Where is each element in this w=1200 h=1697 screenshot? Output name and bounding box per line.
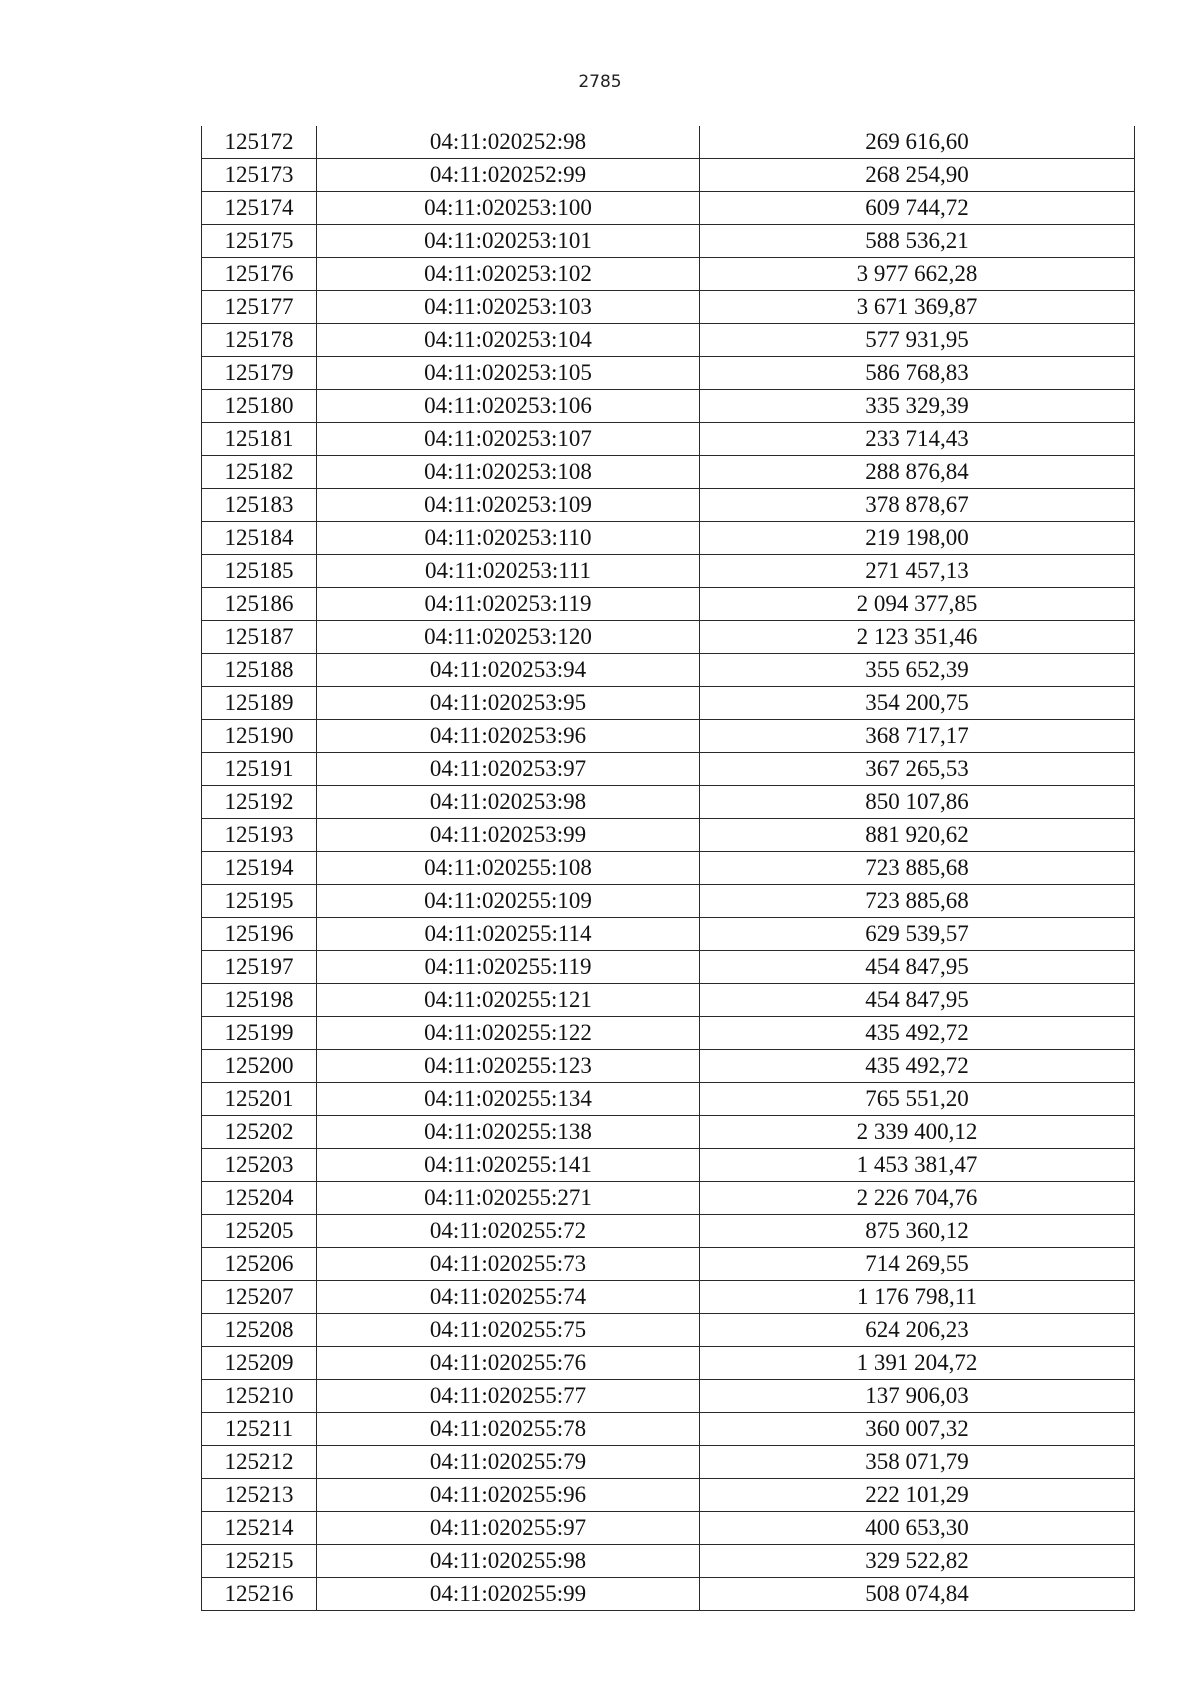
- cadastral-value-cell: 360 007,32: [700, 1413, 1135, 1446]
- table-row: [202, 522, 1135, 555]
- row-number-cell: 125182: [202, 456, 317, 489]
- row-number-cell: 125175: [202, 225, 317, 258]
- table-row: [202, 1215, 1135, 1248]
- table-row: [202, 753, 1135, 786]
- row-number-cell: 125174: [202, 192, 317, 225]
- cadastral-number-cell: 04:11:020255:76: [317, 1347, 700, 1380]
- row-number-cell: 125172: [202, 126, 317, 159]
- row-number-cell: 125208: [202, 1314, 317, 1347]
- cadastral-number-cell: 04:11:020255:138: [317, 1116, 700, 1149]
- cadastral-number-cell: 04:11:020255:78: [317, 1413, 700, 1446]
- row-number-cell: 125187: [202, 621, 317, 654]
- row-number-cell: 125201: [202, 1083, 317, 1116]
- row-number-cell: 125176: [202, 258, 317, 291]
- cadastral-value-cell: 400 653,30: [700, 1512, 1135, 1545]
- cadastral-value-cell: 850 107,86: [700, 786, 1135, 819]
- row-number-cell: 125203: [202, 1149, 317, 1182]
- row-number-cell: 125215: [202, 1545, 317, 1578]
- table-row: [202, 885, 1135, 918]
- cadastral-number-cell: 04:11:020255:96: [317, 1479, 700, 1512]
- cadastral-number-cell: 04:11:020255:271: [317, 1182, 700, 1215]
- cadastral-number-cell: 04:11:020253:95: [317, 687, 700, 720]
- row-number-cell: 125210: [202, 1380, 317, 1413]
- row-number-cell: 125178: [202, 324, 317, 357]
- cadastral-value-cell: 378 878,67: [700, 489, 1135, 522]
- cadastral-number-cell: 04:11:020252:98: [317, 126, 700, 159]
- cadastral-number-cell: 04:11:020253:111: [317, 555, 700, 588]
- cadastral-number-cell: 04:11:020255:134: [317, 1083, 700, 1116]
- cadastral-number-cell: 04:11:020255:122: [317, 1017, 700, 1050]
- row-number-cell: 125195: [202, 885, 317, 918]
- cadastral-value-cell: 233 714,43: [700, 423, 1135, 456]
- row-number-cell: 125211: [202, 1413, 317, 1446]
- cadastral-number-cell: 04:11:020252:99: [317, 159, 700, 192]
- cadastral-number-cell: 04:11:020255:114: [317, 918, 700, 951]
- table-row: [202, 1380, 1135, 1413]
- table-row: [202, 1413, 1135, 1446]
- row-number-cell: 125214: [202, 1512, 317, 1545]
- row-number-cell: 125188: [202, 654, 317, 687]
- cadastral-number-cell: 04:11:020253:99: [317, 819, 700, 852]
- page-number: 2785: [578, 72, 622, 92]
- cadastral-value-cell: 454 847,95: [700, 984, 1135, 1017]
- row-number-cell: 125209: [202, 1347, 317, 1380]
- cadastral-number-cell: 04:11:020253:120: [317, 621, 700, 654]
- table-row: [202, 456, 1135, 489]
- cadastral-value-cell: 624 206,23: [700, 1314, 1135, 1347]
- table-row: [202, 1281, 1135, 1314]
- row-number-cell: 125198: [202, 984, 317, 1017]
- row-number-cell: 125184: [202, 522, 317, 555]
- row-number-cell: 125212: [202, 1446, 317, 1479]
- row-number-cell: 125206: [202, 1248, 317, 1281]
- row-number-cell: 125179: [202, 357, 317, 390]
- row-number-cell: 125190: [202, 720, 317, 753]
- row-number-cell: 125196: [202, 918, 317, 951]
- table-row: [202, 1116, 1135, 1149]
- cadastral-value-cell: 609 744,72: [700, 192, 1135, 225]
- table-row: [202, 1512, 1135, 1545]
- cadastral-value-cell: 2 094 377,85: [700, 588, 1135, 621]
- cadastral-value-cell: 335 329,39: [700, 390, 1135, 423]
- row-number-cell: 125194: [202, 852, 317, 885]
- row-number-cell: 125197: [202, 951, 317, 984]
- cadastral-value-cell: 137 906,03: [700, 1380, 1135, 1413]
- table-row: [202, 390, 1135, 423]
- cadastral-number-cell: 04:11:020253:98: [317, 786, 700, 819]
- cadastral-number-cell: 04:11:020255:73: [317, 1248, 700, 1281]
- row-number-cell: 125189: [202, 687, 317, 720]
- row-number-cell: 125205: [202, 1215, 317, 1248]
- table-row: [202, 786, 1135, 819]
- cadastral-value-cell: 1 391 204,72: [700, 1347, 1135, 1380]
- table-row: [202, 1314, 1135, 1347]
- cadastral-value-cell: 368 717,17: [700, 720, 1135, 753]
- cadastral-value-cell: 355 652,39: [700, 654, 1135, 687]
- table-row: [202, 1578, 1135, 1611]
- cadastral-value-cell: 508 074,84: [700, 1578, 1135, 1611]
- table-row: [202, 291, 1135, 324]
- table-row: [202, 654, 1135, 687]
- cadastral-value-cell: 1 453 381,47: [700, 1149, 1135, 1182]
- row-number-cell: 125204: [202, 1182, 317, 1215]
- table-row: [202, 1446, 1135, 1479]
- table-row: [202, 555, 1135, 588]
- cadastral-number-cell: 04:11:020255:108: [317, 852, 700, 885]
- cadastral-number-cell: 04:11:020255:72: [317, 1215, 700, 1248]
- table-row: [202, 126, 1135, 159]
- row-number-cell: 125213: [202, 1479, 317, 1512]
- row-number-cell: 125181: [202, 423, 317, 456]
- table-row: [202, 357, 1135, 390]
- row-number-cell: 125207: [202, 1281, 317, 1314]
- row-number-cell: 125173: [202, 159, 317, 192]
- cadastral-value-cell: 588 536,21: [700, 225, 1135, 258]
- table-row: [202, 984, 1135, 1017]
- table-row: [202, 1050, 1135, 1083]
- cadastral-number-cell: 04:11:020253:119: [317, 588, 700, 621]
- table-row: [202, 1017, 1135, 1050]
- cadastral-value-cell: 367 265,53: [700, 753, 1135, 786]
- row-number-cell: 125192: [202, 786, 317, 819]
- cadastral-number-cell: 04:11:020253:97: [317, 753, 700, 786]
- table-row: [202, 1149, 1135, 1182]
- table-row: [202, 258, 1135, 291]
- row-number-cell: 125177: [202, 291, 317, 324]
- cadastral-value-cell: 454 847,95: [700, 951, 1135, 984]
- cadastral-number-cell: 04:11:020255:119: [317, 951, 700, 984]
- row-number-cell: 125185: [202, 555, 317, 588]
- table-row: [202, 1182, 1135, 1215]
- table-row: [202, 489, 1135, 522]
- table-row: [202, 225, 1135, 258]
- cadastral-value-cell: 219 198,00: [700, 522, 1135, 555]
- table-row: [202, 588, 1135, 621]
- cadastral-number-cell: 04:11:020253:101: [317, 225, 700, 258]
- table-body: [202, 126, 1135, 1611]
- table-row: [202, 159, 1135, 192]
- table-row: [202, 852, 1135, 885]
- cadastral-number-cell: 04:11:020255:141: [317, 1149, 700, 1182]
- cadastral-number-cell: 04:11:020253:100: [317, 192, 700, 225]
- cadastral-value-cell: 435 492,72: [700, 1017, 1135, 1050]
- table-row: [202, 423, 1135, 456]
- table-row: [202, 720, 1135, 753]
- cadastral-value-cell: 765 551,20: [700, 1083, 1135, 1116]
- cadastral-value-cell: 2 123 351,46: [700, 621, 1135, 654]
- cadastral-number-cell: 04:11:020253:102: [317, 258, 700, 291]
- cadastral-value-cell: 629 539,57: [700, 918, 1135, 951]
- cadastral-number-cell: 04:11:020255:99: [317, 1578, 700, 1611]
- cadastral-number-cell: 04:11:020255:109: [317, 885, 700, 918]
- cadastral-value-table: [201, 126, 1135, 1611]
- table-row: [202, 1083, 1135, 1116]
- cadastral-value-cell: 268 254,90: [700, 159, 1135, 192]
- cadastral-value-cell: 1 176 798,11: [700, 1281, 1135, 1314]
- cadastral-value-cell: 222 101,29: [700, 1479, 1135, 1512]
- cadastral-value-cell: 881 920,62: [700, 819, 1135, 852]
- cadastral-value-cell: 288 876,84: [700, 456, 1135, 489]
- table-row: [202, 819, 1135, 852]
- cadastral-number-cell: 04:11:020253:103: [317, 291, 700, 324]
- cadastral-number-cell: 04:11:020253:107: [317, 423, 700, 456]
- table-row: [202, 1545, 1135, 1578]
- cadastral-number-cell: 04:11:020255:74: [317, 1281, 700, 1314]
- cadastral-value-cell: 2 339 400,12: [700, 1116, 1135, 1149]
- cadastral-value-cell: 2 226 704,76: [700, 1182, 1135, 1215]
- table-row: [202, 621, 1135, 654]
- cadastral-number-cell: 04:11:020253:109: [317, 489, 700, 522]
- row-number-cell: 125199: [202, 1017, 317, 1050]
- cadastral-number-cell: 04:11:020253:110: [317, 522, 700, 555]
- cadastral-value-cell: 875 360,12: [700, 1215, 1135, 1248]
- table-row: [202, 918, 1135, 951]
- cadastral-value-cell: 3 671 369,87: [700, 291, 1135, 324]
- cadastral-value-cell: 329 522,82: [700, 1545, 1135, 1578]
- cadastral-number-cell: 04:11:020255:97: [317, 1512, 700, 1545]
- cadastral-number-cell: 04:11:020255:98: [317, 1545, 700, 1578]
- cadastral-number-cell: 04:11:020253:108: [317, 456, 700, 489]
- row-number-cell: 125216: [202, 1578, 317, 1611]
- table-row: [202, 1248, 1135, 1281]
- table-row: [202, 1347, 1135, 1380]
- cadastral-number-cell: 04:11:020253:96: [317, 720, 700, 753]
- row-number-cell: 125202: [202, 1116, 317, 1149]
- cadastral-number-cell: 04:11:020255:79: [317, 1446, 700, 1479]
- cadastral-number-cell: 04:11:020255:75: [317, 1314, 700, 1347]
- cadastral-value-cell: 577 931,95: [700, 324, 1135, 357]
- cadastral-value-cell: 435 492,72: [700, 1050, 1135, 1083]
- cadastral-number-cell: 04:11:020255:123: [317, 1050, 700, 1083]
- row-number-cell: 125180: [202, 390, 317, 423]
- cadastral-number-cell: 04:11:020253:94: [317, 654, 700, 687]
- cadastral-value-cell: 723 885,68: [700, 852, 1135, 885]
- cadastral-number-cell: 04:11:020253:105: [317, 357, 700, 390]
- table-row: [202, 951, 1135, 984]
- cadastral-number-cell: 04:11:020255:121: [317, 984, 700, 1017]
- cadastral-value-cell: 586 768,83: [700, 357, 1135, 390]
- table-row: [202, 192, 1135, 225]
- cadastral-value-cell: 358 071,79: [700, 1446, 1135, 1479]
- table-row: [202, 1479, 1135, 1512]
- cadastral-value-cell: 3 977 662,28: [700, 258, 1135, 291]
- row-number-cell: 125183: [202, 489, 317, 522]
- cadastral-number-cell: 04:11:020253:104: [317, 324, 700, 357]
- row-number-cell: 125186: [202, 588, 317, 621]
- cadastral-value-cell: 723 885,68: [700, 885, 1135, 918]
- cadastral-value-cell: 269 616,60: [700, 126, 1135, 159]
- cadastral-number-cell: 04:11:020255:77: [317, 1380, 700, 1413]
- cadastral-value-cell: 714 269,55: [700, 1248, 1135, 1281]
- cadastral-number-cell: 04:11:020253:106: [317, 390, 700, 423]
- row-number-cell: 125200: [202, 1050, 317, 1083]
- table-row: [202, 687, 1135, 720]
- cadastral-value-cell: 354 200,75: [700, 687, 1135, 720]
- cadastral-value-cell: 271 457,13: [700, 555, 1135, 588]
- row-number-cell: 125191: [202, 753, 317, 786]
- row-number-cell: 125193: [202, 819, 317, 852]
- table-row: [202, 324, 1135, 357]
